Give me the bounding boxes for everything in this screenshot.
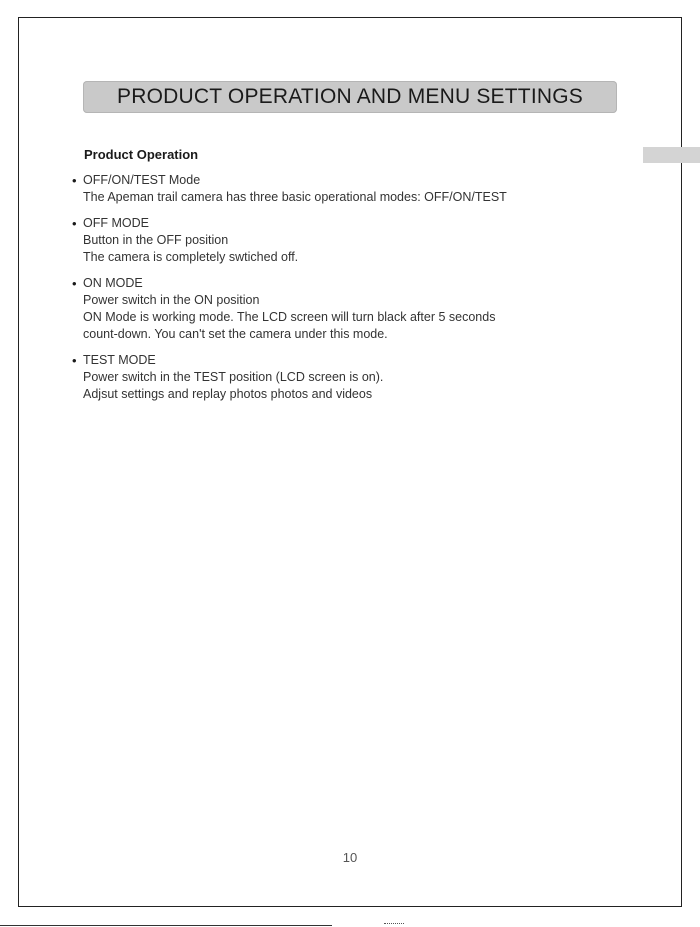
item-text: The camera is completely swtiched off. [83, 250, 299, 264]
content-list [72, 172, 632, 412]
item-heading: OFF MODE [83, 216, 149, 230]
item-text: The Apeman trail camera has three basic operational modes: OFF/ON/TEST [83, 190, 507, 204]
page-number: 10 [342, 850, 358, 865]
bullet-icon: • [72, 173, 77, 188]
item-text: Adjsut settings and replay photos photos and videos [83, 387, 373, 401]
bottom-rule [0, 925, 332, 926]
item-text: Power switch in the TEST position (LCD screen is on). [83, 370, 384, 384]
item-text: count-down. You can't set the camera under this mode. [83, 327, 388, 341]
list-item-on-mode [72, 275, 632, 343]
item-text: Button in the OFF position [83, 233, 229, 247]
bottom-mark [384, 923, 404, 926]
page-title: PRODUCT OPERATION AND MENU SETTINGS [117, 85, 583, 108]
title-banner [83, 81, 617, 113]
list-item-test-mode [72, 352, 632, 403]
item-heading: ON MODE [83, 276, 143, 290]
section-heading: Product Operation [84, 147, 199, 162]
bullet-icon: • [72, 216, 77, 231]
item-text: ON Mode is working mode. The LCD screen will turn black after 5 seconds [83, 310, 496, 324]
bullet-icon: • [72, 276, 77, 291]
list-item-off-mode [72, 215, 632, 266]
item-text: Power switch in the ON position [83, 293, 260, 307]
item-heading: TEST MODE [83, 353, 156, 367]
item-heading: OFF/ON/TEST Mode [83, 173, 201, 187]
list-item-modes [72, 172, 632, 206]
bullet-icon: • [72, 353, 77, 368]
side-tab [643, 147, 700, 163]
